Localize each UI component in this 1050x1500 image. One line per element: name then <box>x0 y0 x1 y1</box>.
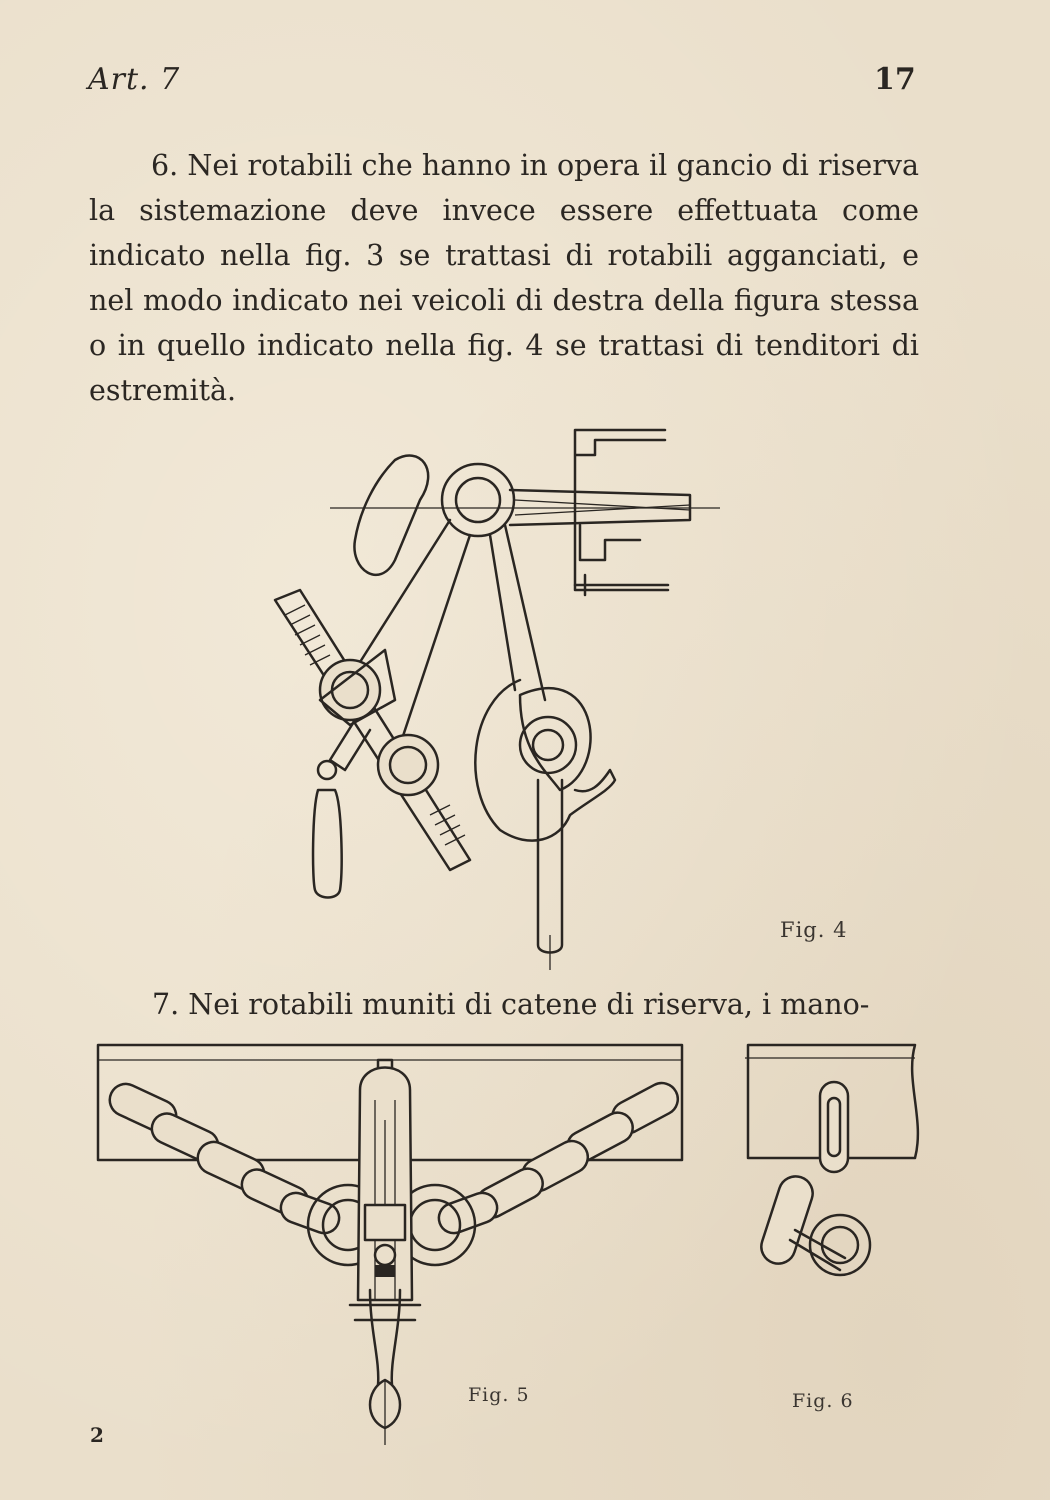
fig5-left-chain <box>105 1079 344 1238</box>
fig5-right-chain <box>435 1077 684 1237</box>
fig5-caption: Fig. 5 <box>468 1384 530 1406</box>
fig4-caption: Fig. 4 <box>780 918 848 942</box>
paragraph-6: 6. Nei rotabili che hanno in opera il gancio di riserva la sistemazione deve invece essere effettuata come indicato nella fig. 3 se trattasi di rotabili agganciati, e nel modo indicato nei veicoli di destra della figura stessa o in quello indicato nella fig. 4 se trattasi di tenditori di estremità. <box>89 149 919 407</box>
signature-mark: 2 <box>90 1423 104 1447</box>
fig4-hook-body <box>354 456 615 970</box>
running-head-article: Art. 7 <box>88 62 181 97</box>
fig6-beam <box>745 1045 918 1158</box>
fig5-beam <box>98 1045 682 1160</box>
fig6-links <box>757 1082 870 1275</box>
fig5-rings-and-hook <box>308 1060 475 1445</box>
fig6-caption: Fig. 6 <box>792 1390 854 1412</box>
paragraph-7: 7. Nei rotabili muniti di catene di riserva, i mano- <box>152 988 870 1021</box>
page-number: 17 <box>874 62 916 97</box>
fig4-buffer-frame <box>330 430 720 595</box>
fig4-screw-tensioner <box>275 590 470 898</box>
